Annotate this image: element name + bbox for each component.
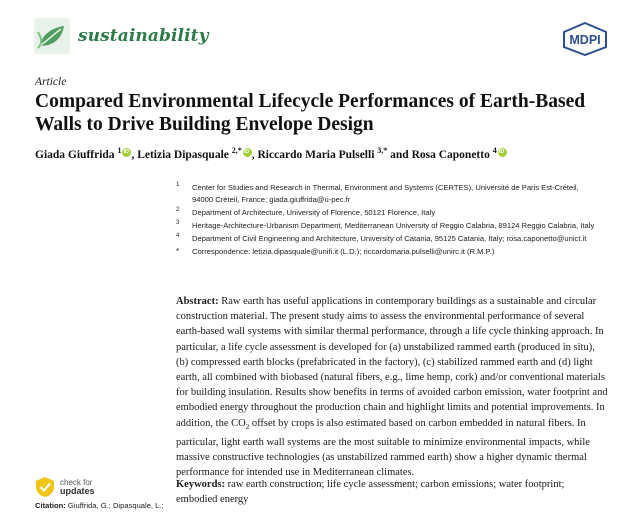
journal-name[interactable]: sustainability bbox=[78, 26, 209, 46]
mdpi-logo-text: MDPI bbox=[569, 33, 601, 47]
author-affil-marker: 4 bbox=[492, 146, 497, 155]
check-updates-icon bbox=[35, 476, 55, 498]
author-name[interactable]: Letizia Dipasquale bbox=[137, 148, 229, 161]
affiliation-item: 3 Heritage-Architecture-Urbanism Department, Mediterranean University of Reggio Calabria, 89124 Reggio Calabria, Italy bbox=[176, 220, 595, 230]
article-title: Compared Environmental Lifecycle Performances of Earth-Based Walls to Drive Building Envelope Design bbox=[35, 91, 586, 135]
mdpi-logo-icon[interactable] bbox=[561, 22, 609, 56]
affiliation-item: 2 Department of Architecture, University of Florence, 50121 Florence, Italy bbox=[176, 207, 436, 217]
journal-leaf-logo-icon bbox=[34, 18, 70, 54]
orcid-icon[interactable] bbox=[243, 148, 252, 157]
citation-label: Citation: bbox=[35, 501, 66, 510]
journal-header bbox=[34, 16, 209, 56]
abstract-text: Raw earth has useful applications in contemporary buildings as a sustainable and circular construction material. The present study aims to assess the environmental performance of several earth-based wall systems with similar thermal performance, through a life cycle thinking approach. In particular, a life cycle assessment is developed for (a) unstabilized rammed earth (produced in situ), (b) compressed earth blocks (prefabricated in the factory), (c) stabilized rammed earth and (d) light earth, all combined with biobased (natural fibers, e.g., lime hemp, cork) and/or conventional materials for building insulation. Results show benefits in terms of avoided carbon emission, water footprint and embodied energy throughout the production chain and highlight limits and potential improvements. In addition, the CO bbox=[176, 296, 608, 429]
check-for-updates-button[interactable] bbox=[35, 476, 95, 498]
check-updates-line1: check for bbox=[60, 478, 93, 487]
author-affil-marker: 2,* bbox=[231, 146, 242, 155]
author-name[interactable]: Rosa Caponetto bbox=[411, 148, 490, 161]
abstract-text-cont: offset by crops is also estimated based on carbon embedded in natural fibers. In particular, light earth wall systems are the most suitable to minimize environmental impacts, while massive constructive technologies (as unstabilized rammed earth) show a higher dynamic thermal performance for intended use in Mediterranean climates. bbox=[176, 417, 590, 479]
author-name[interactable]: Riccardo Maria Pulselli bbox=[257, 148, 375, 161]
citation bbox=[35, 501, 164, 510]
author-name[interactable]: Giada Giuffrida bbox=[35, 148, 115, 161]
check-updates-line2: updates bbox=[60, 486, 95, 496]
citation-text: Giuffrida, G.; Dipasquale, L.; bbox=[67, 501, 164, 510]
orcid-icon[interactable] bbox=[498, 148, 507, 157]
keywords-text: raw earth construction; life cycle assessment; carbon emissions; water footprint; embodied energy bbox=[176, 479, 565, 506]
abstract-label: Abstract: bbox=[176, 296, 219, 307]
keywords bbox=[176, 477, 608, 507]
affiliation-list bbox=[176, 182, 596, 259]
correspondence-item: * Correspondence: letizia.dipasquale@unifi.it (L.D.); riccardomaria.pulselli@unirc.it (R.M.P.) bbox=[176, 247, 495, 256]
keywords-label: Keywords: bbox=[176, 479, 225, 490]
affiliation-item: 4 Department of Civil Engineering and Architecture, University of Catania, 95125 Catania, Italy; rosa.caponetto@unict.it bbox=[176, 233, 587, 243]
article-type: Article bbox=[35, 76, 67, 88]
author-affil-marker: 3,* bbox=[377, 146, 388, 155]
author-list: Giada Giuffrida $^1$iD , Letizia Dipasquale $^{2,*}$iD , Riccardo Maria Pulselli $^{3,*}$ and Rosa Caponetto $^4$iD bbox=[35, 146, 507, 161]
affiliation-item: 1 Center for Studies and Research in Thermal, Environment and Systems (CERTES), Université de Paris Est-Créteil, 94000 Créteil, France; giada.giuffrida@u-pec.fr bbox=[176, 182, 579, 204]
abstract: Abstract: Raw earth has useful applications in contemporary buildings as a sustainable and circular construction material. The present study aims to assess the environmental performance of several earth-based wall systems with similar thermal performance, through a life cycle thinking approach. In particular, a life cycle assessment is developed for (a) unstabilized rammed earth (produced in situ), (b) compressed earth blocks (prefabricated in the factory), (c) stabilized rammed earth and (d) light earth, all combined with biobased (natural fibers, e.g., lime hemp, cork) and/or conventional materials for building insulation. Results show benefits in terms of avoided carbon emission, water footprint and embodied energy throughout the production chain and highlight limits and potential improvements. In addition, the $CO_2$ offset by crops is also estimated based on carbon embedded in natural fibers. In particular, light earth wall systems are the most suitable to minimize environmental impacts, while massive constructive technologies (as unstabilized rammed earth) show a higher dynamic thermal performance for intended use in Mediterranean climates. bbox=[176, 296, 608, 479]
author-affil-marker: 1 bbox=[117, 146, 122, 155]
